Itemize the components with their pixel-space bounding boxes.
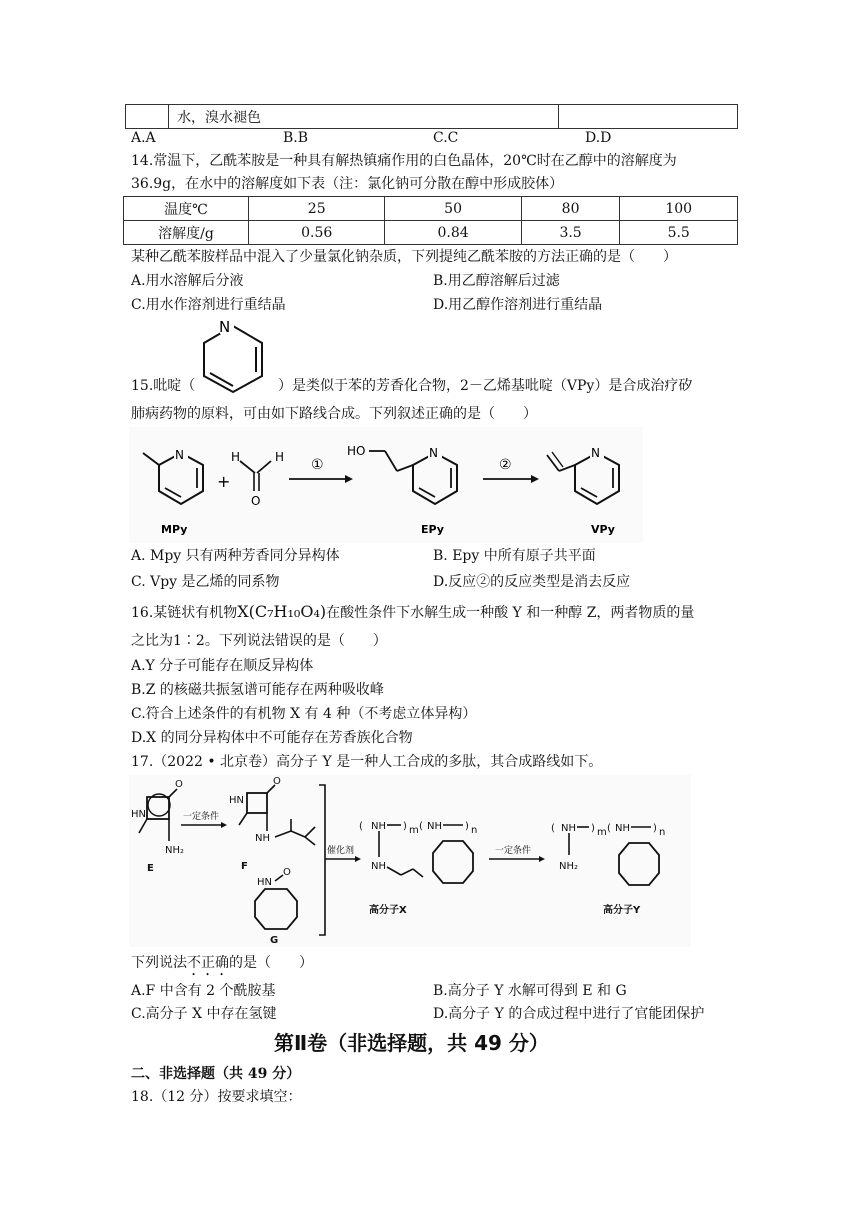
q16-formula: X(C₇H₁₀O₄) [237,602,327,621]
x-nh-2: NH [427,821,442,832]
label-polymer-x: 高分子X [369,905,407,916]
table-cell: 100 [620,197,738,221]
epy-n-atom: N [429,446,438,460]
q14-stem-line1: 14.常温下，乙酰苯胺是一种具有解热镇痛作用的白色晶体，20℃时在乙醇中的溶解度为 [131,153,677,169]
table-header-temp: 温度℃ [124,197,249,221]
x-nh-3: NH [371,861,386,872]
table-cell: 3.5 [521,221,620,245]
q14-option-b: B.用乙醇溶解后过滤 [433,273,560,289]
q16-line1-post: 在酸性条件下水解生成一种酸 Y 和一种醇 Z，两者物质的量 [326,605,695,621]
h-atom-right: H [275,450,285,464]
q15-line2: 肺病药物的原料，可由如下路线合成。下列叙述正确的是（ ） [131,406,537,422]
label-vpy: VPy [591,523,615,536]
g-hn: HN [257,877,272,888]
label-g: G [270,935,279,946]
label-e: E [147,863,154,874]
table-cell: 5.5 [620,221,738,245]
q16-line1 [131,602,694,623]
vpy-synthesis-scheme [129,427,643,543]
svg-text:(: ( [419,821,423,832]
g-o-atom: O [283,867,291,878]
svg-text:(: ( [551,823,555,834]
label-epy: EPy [421,523,444,536]
cond1-label: 一定条件 [183,812,220,822]
table-cell: 0.56 [249,221,385,245]
q15-option-b: B. Epy 中所有原子共平面 [433,548,596,564]
q14-option-d: D.用乙醇作溶剂进行重结晶 [433,297,603,313]
y-m: m [597,827,607,838]
q17-option-b: B.高分子 Y 水解可得到 E 和 G [433,983,627,999]
solubility-table [123,196,738,245]
pyridine-n-atom: N [219,318,231,336]
table-cell: 50 [385,197,521,221]
catalyst-label: 催化剂 [327,846,355,856]
f-hn: HN [229,795,244,806]
q17-option-a: A.F 中含有 2 个酰胺基 [131,983,276,999]
q16-option-d: D.X 的同分异构体中不可能存在芳香族化合物 [131,730,413,746]
q16-line2: 之比为1∶2。下列说法错误的是（ ） [131,633,387,649]
q16-option-c: C.符合上述条件的有机物 X 有 4 种（不考虑立体异构） [131,706,477,722]
q13-option-c: C.C [433,130,459,146]
vpy-n-atom: N [591,446,600,460]
svg-text:): ) [591,823,595,834]
mpy-n-atom: N [175,448,184,462]
step1-marker: ① [311,457,324,473]
x-nh-1: NH [371,821,386,832]
svg-text:(: ( [359,821,363,832]
q14-option-c: C.用水作溶剂进行重结晶 [131,297,286,313]
e-hn: HN [131,809,146,820]
table-cell: 0.84 [385,221,521,245]
q16-line1-pre: 16.某链状有机物 [131,605,238,621]
table-cell: 25 [249,197,385,221]
x-n: n [471,825,478,836]
q17-option-c: C.高分子 X 中存在氢键 [131,1006,277,1022]
q17-option-d: D.高分子 Y 的合成过程中进行了官能团保护 [433,1006,705,1022]
step2-marker: ② [499,457,512,473]
part2-title: 第Ⅱ卷（非选择题，共 49 分） [274,1031,549,1055]
label-f: F [241,861,248,872]
cond2-label: 一定条件 [495,846,532,856]
q17-stem: 17.（2022 • 北京卷）高分子 Y 是一种人工合成的多肽，其合成路线如下。 [131,754,603,770]
label-polymer-y: 高分子Y [603,905,641,916]
q14-option-a: A.用水溶解后分液 [131,273,244,289]
pyridine-structure [192,318,274,394]
table-header-solubility: 溶解度/g [124,221,249,245]
polymer-synthesis-scheme [129,775,691,947]
q16-option-b: B.Z 的核磁共振氢谱可能存在两种吸收峰 [131,682,384,698]
svg-text:): ) [653,823,657,834]
q18-stem: 18.（12 分）按要求填空： [131,1089,302,1105]
q15-line1-right: ）是类似于苯的芳香化合物，2－乙烯基吡啶（VPy）是合成治疗矽 [278,378,693,394]
q16-option-a: A.Y 分子可能存在顺反异构体 [131,658,314,674]
x-m: m [409,825,419,836]
q15-option-c: C. Vpy 是乙烯的同系物 [131,574,280,590]
e-o-atom: O [175,779,183,790]
ho-group: HO [347,444,366,458]
label-mpy: MPy [161,523,188,536]
y-nh-2: NH [615,823,630,834]
section2-heading: 二、非选择题（共 49 分） [131,1066,301,1082]
svg-text:): ) [465,821,469,832]
q14-question: 某种乙酰苯胺样品中混入了少量氯化钠杂质，下列提纯乙酰苯胺的方法正确的是（ ） [131,249,677,265]
y-nh-1: NH [561,823,576,834]
q15-line1-left: 15.吡啶（ [131,378,196,394]
q17-question [131,953,313,979]
top-table-cell: 水，溴水褪色 [169,105,559,129]
q13-option-b: B.B [283,130,309,146]
top-table [125,104,738,129]
e-nh2: NH₂ [165,845,185,856]
plus-sign: + [217,472,231,491]
y-nh2: NH₂ [559,861,579,872]
svg-text:): ) [403,821,407,832]
y-n: n [659,827,666,838]
svg-text:(: ( [607,823,611,834]
q17-question-post: 的是（ ） [229,955,313,971]
o-atom: O [251,494,261,508]
table-cell: 80 [521,197,620,221]
q17-question-pre: 下列说法 [131,955,187,971]
f-o-atom: O [273,776,281,787]
f-nh: NH [255,833,270,844]
q14-stem-line2: 36.9g，在水中的溶解度如下表（注：氯化钠可分散在醇中形成胶体） [131,176,564,192]
q13-option-a: A.A [131,130,156,146]
q15-option-d: D.反应②的反应类型是消去反应 [433,574,631,590]
q17-question-emph: 不正确 [187,955,229,971]
h-atom-left: H [231,450,241,464]
q15-option-a: A. Mpy 只有两种芳香同分异构体 [131,548,340,564]
q13-option-d: D.D [585,130,612,146]
